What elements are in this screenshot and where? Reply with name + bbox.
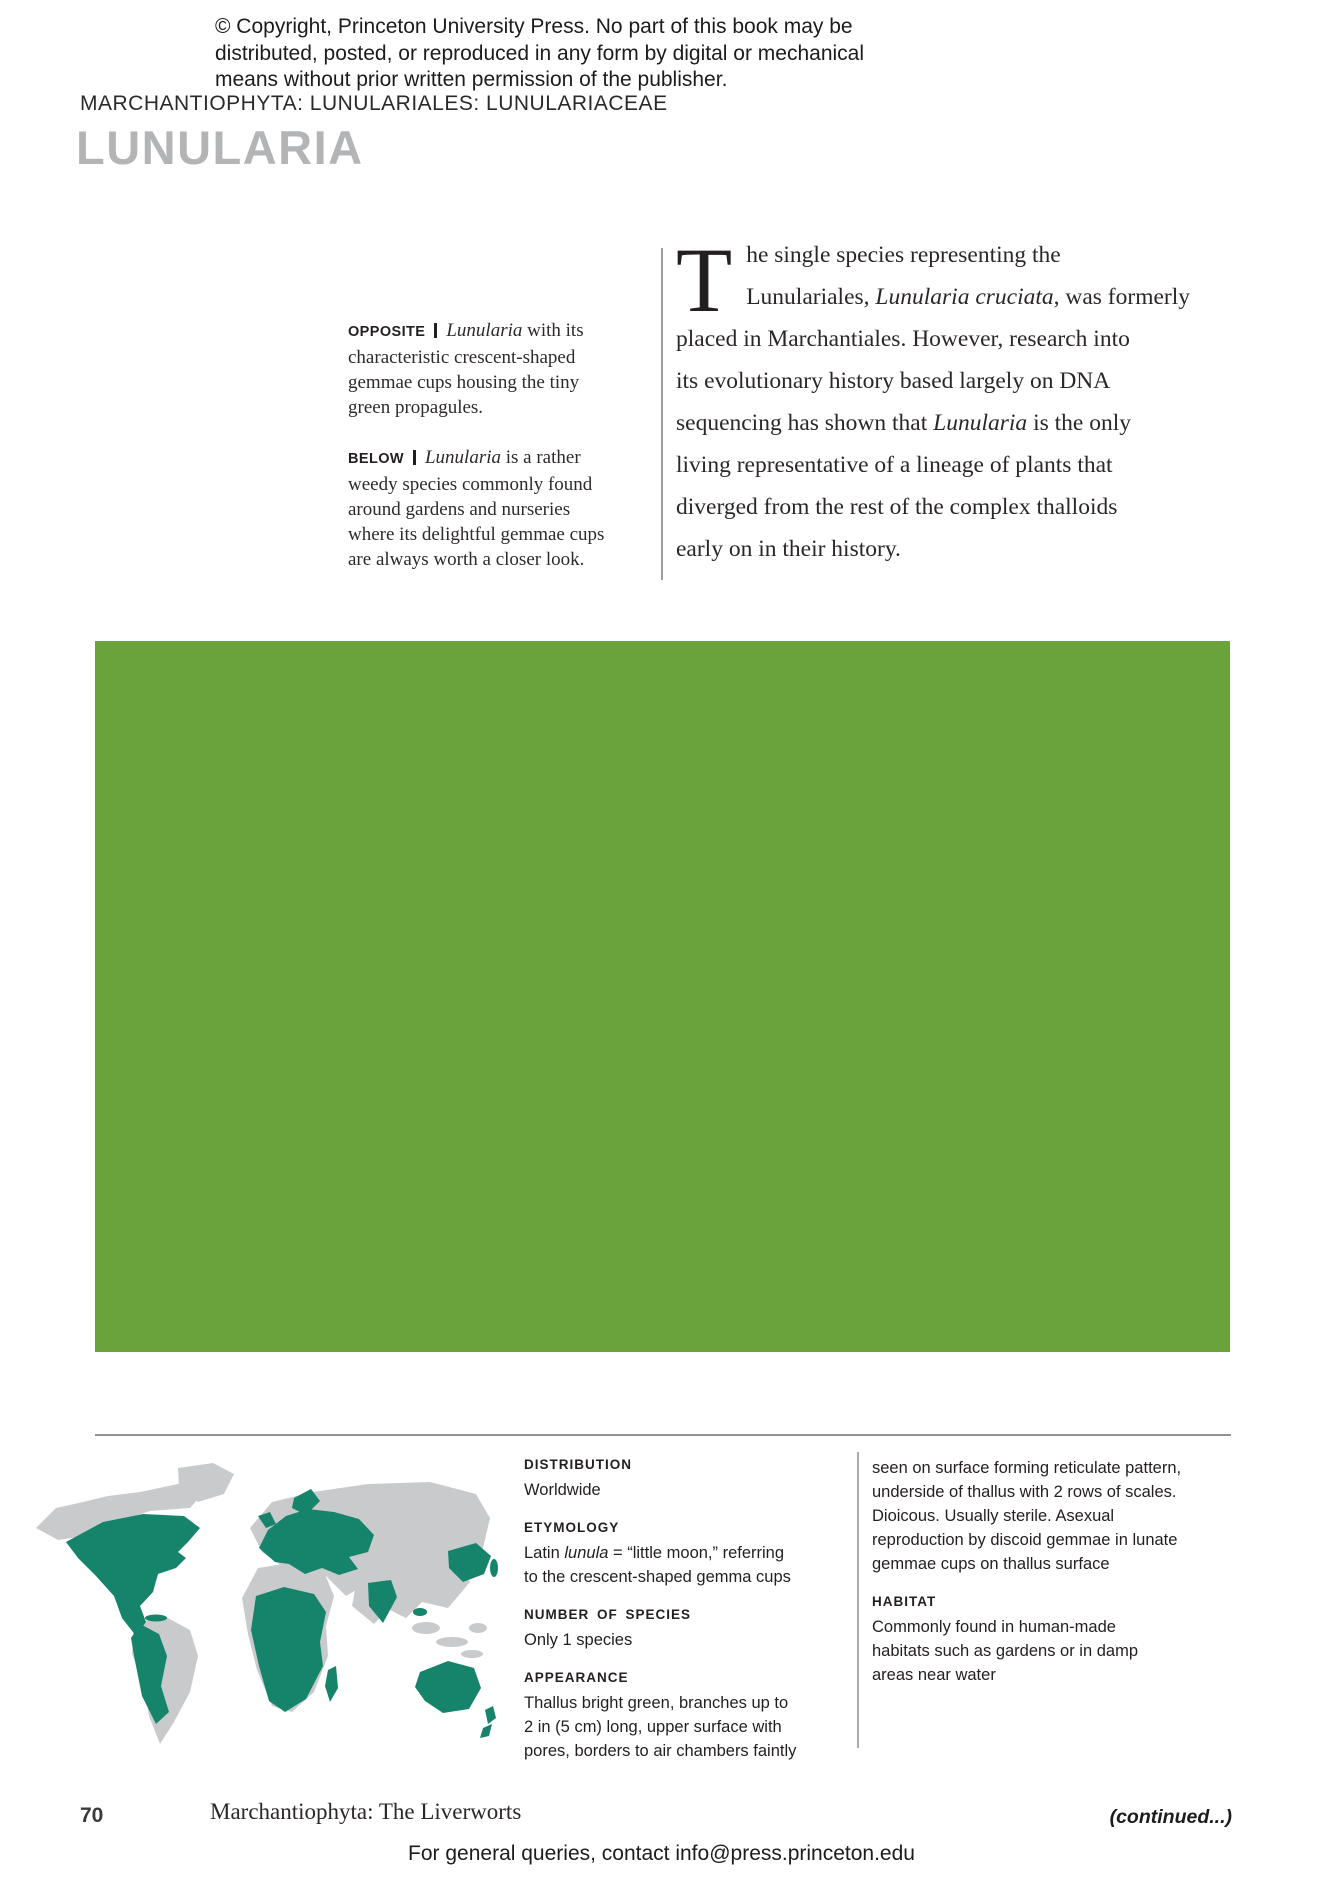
section-heading: APPEARANCE	[524, 1670, 629, 1685]
copyright-notice	[215, 14, 1015, 94]
section-heading: HABITAT	[872, 1594, 937, 1609]
footer-continued-note: (continued...)	[1109, 1806, 1232, 1828]
section-heading: NUMBER OF SPECIES	[524, 1607, 692, 1622]
caption-below: BELOW Lunularia is a rather weedy species commonly found around gardens and nurseries where its delightful gemmae cups are always worth a closer look.	[348, 447, 605, 570]
factfile-middle-column	[524, 1448, 842, 1780]
factfile-right-column	[872, 1448, 1234, 1704]
liverwort-photo	[95, 641, 1230, 1352]
section-habitat: HABITAT Commonly found in human-made habitats such as gardens or in damp areas near water	[872, 1593, 1234, 1687]
copyright-line: distributed, posted, or reproduced in any form by digital or mechanical	[215, 41, 865, 65]
section-heading: DISTRIBUTION	[524, 1457, 632, 1472]
factfile-column-divider	[857, 1452, 859, 1748]
page-title: LUNULARIA	[76, 121, 364, 174]
factfile-top-rule	[95, 1434, 1231, 1436]
caption-divider-rule	[661, 248, 663, 580]
section-appearance-continued: seen on surface forming reticulate pattern, underside of thallus with 2 rows of scales. Dioicous. Usually sterile. Asexual reproduction by discoid gemmae in lunate gemmae cups on thallus surface	[872, 1459, 1182, 1573]
footer-queries-line: For general queries, contact info@press.princeton.edu	[408, 1842, 915, 1865]
footer-page-number: 70	[80, 1804, 104, 1827]
section-appearance: APPEARANCE Thallus bright green, branches up to 2 in (5 cm) long, upper surface with pores, borders to air chambers faintly	[524, 1669, 842, 1763]
section-heading: ETYMOLOGY	[524, 1520, 620, 1535]
world-map	[28, 1456, 498, 1761]
photo-captions	[348, 318, 624, 572]
section-etymology: ETYMOLOGY Latin lunula = “little moon,” referring to the crescent-shaped gemma cups	[524, 1519, 842, 1589]
intro-paragraph	[676, 229, 1236, 570]
copyright-line: © Copyright, Princeton University Press. No part of this book may be	[215, 15, 853, 38]
drop-cap: T	[676, 229, 733, 331]
intro-text: he single species representing the Lunulariales, Lunularia cruciata, was formerly placed in Marchantiales. However, research into its evolutionary history based largely on DNA sequencing has shown that Lunularia is the only living representative of a lineage of plants that diverged from the rest of the complex thalloids early on in their history.	[676, 242, 1191, 562]
caption-opposite: OPPOSITE Lunularia with its characteristic crescent-shaped gemmae cups housing the tiny green propagules.	[348, 320, 584, 418]
section-number-of-species: NUMBER OF SPECIES Only 1 species	[524, 1606, 842, 1652]
section-distribution: DISTRIBUTION Worldwide	[524, 1456, 842, 1502]
taxonomy-heading: MARCHANTIOPHYTA: LUNULARIALES: LUNULARIACEAE	[80, 92, 668, 115]
copyright-line: means without prior written permission of the publisher.	[215, 68, 728, 91]
footer-book-title: Marchantiophyta: The Liverworts	[210, 1799, 522, 1824]
